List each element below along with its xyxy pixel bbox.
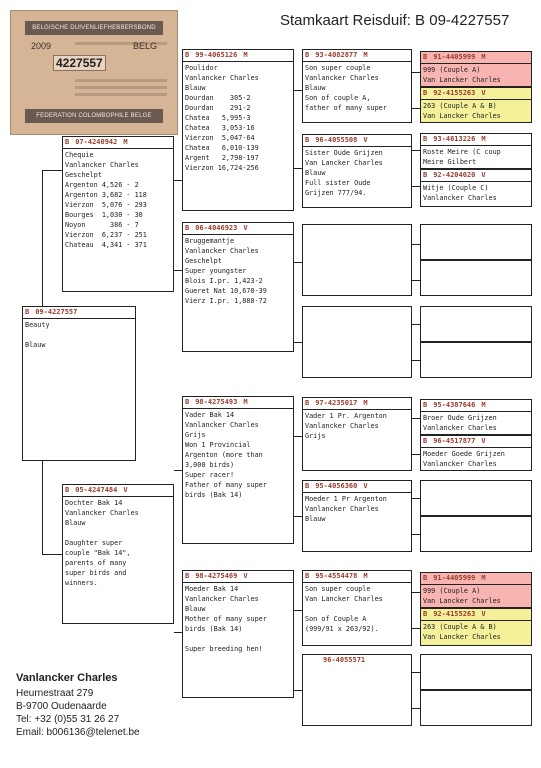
pedigree-line: Geschelpt [185,257,222,265]
pedigree-line: Vierzon 5,076 - 293 [65,201,147,209]
pedigree-line: birds (Bak 14) [185,625,243,633]
pedigree-line: Roste Meire (C coup [423,148,501,156]
pedigree-line: Vader Bak 14 [185,411,235,419]
pedigree-line: Son super couple [305,64,371,72]
pedigree-line [65,528,171,538]
pedigree-line: Van Lancker Charles [423,76,501,84]
pedigree-line: Vanlancker Charles [305,422,379,430]
pedigree-box-g16 [420,690,532,726]
pedigree-line: Moeder Bak 14 [185,585,239,593]
pedigree-line: Chatea 5,995-3 [185,114,251,122]
pedigree-line: Geschelpt [65,171,102,179]
pedigree-line: Son super couple [305,585,371,593]
box-header: B 96-4055508 V [303,135,411,147]
pedigree-box-g13 [420,572,532,608]
connector-line [294,168,302,169]
box-lines [421,64,531,86]
connector-line [412,454,420,455]
ring-card-country: BELG [132,41,157,51]
pedigree-line: Chatea 6,010-139 [185,144,259,152]
connector-line [294,436,302,437]
pedigree-line: Vanlancker Charles [185,595,259,603]
page-title: Stamkaart Reisduif: B 09-4227557 [280,12,510,29]
pedigree-box-gp2 [182,222,294,352]
owner-email: Email: b006136@telenet.be [16,727,140,738]
pedigree-line: Grijs [185,431,206,439]
box-lines [421,146,531,168]
pedigree-line: Vierzon 5,047-64 [185,134,255,142]
connector-line [294,516,302,517]
pedigree-box-g6 [420,260,532,296]
pedigree-line: Gueret Nat 10,670-39 [185,287,267,295]
connector-line [42,461,43,554]
box-lines [421,448,531,470]
box-lines [63,497,173,589]
pedigree-box-g1 [420,51,532,87]
connector-line [412,186,420,187]
box-lines [303,62,411,114]
pedigree-line: Broer Oude Grijzen [423,414,497,422]
pedigree-line: Daughter super [65,539,123,547]
pedigree-line: Chatea 3,053-16 [185,124,255,132]
box-header: B 95-4387646 M [421,400,531,412]
box-header: B 95-4056360 V [303,481,411,493]
owner-phone: Tel: +32 (0)55 31 26 27 [16,714,120,725]
connector-line [412,324,420,325]
box-lines [303,583,411,635]
connector-line [412,708,420,709]
pedigree-box-subject [22,306,136,461]
pedigree-line: Vanlancker Charles [305,505,379,513]
pedigree-line: Vanlancker Charles [423,460,497,468]
box-header: B 07-4240942 M [63,137,173,149]
pedigree-line: Argenton (more than [185,451,263,459]
connector-line [412,280,420,281]
pedigree-line: Poulidor [185,64,218,72]
pedigree-box-ggp4 [302,306,412,378]
connector-line [294,262,302,263]
pedigree-box-g5 [420,224,532,260]
box-header: B 91-4405999 M [421,52,531,64]
pedigree-line: Grijzen 777/94. [305,189,367,197]
connector-line [412,498,420,499]
box-lines [421,182,531,204]
pedigree-line: Beauty [25,321,50,329]
pedigree-line: Mother of many super [185,615,267,623]
box-header: B 98-4275493 M [183,397,293,409]
box-lines [183,235,293,307]
pedigree-line: Argent 2,798-197 [185,154,259,162]
pedigree-line: couple "Bak 14", [65,549,131,557]
owner-city: B-9700 Oudenaarde [16,701,107,712]
pedigree-box-ggp5 [302,397,412,471]
pedigree-box-ggp3 [302,224,412,296]
pedigree-box-g2 [420,87,532,123]
pedigree-line: Vanlancker Charles [65,161,139,169]
pedigree-line: Father of many super [185,481,267,489]
box-lines [421,585,531,607]
connector-line [412,628,420,629]
pedigree-line: 999 (Couple A) [423,66,481,74]
pedigree-line: Noyon 386 - 7 [65,221,139,229]
ring-card-number: 4227557 [53,55,106,71]
box-lines [421,621,531,643]
owner-name: Vanlancker Charles [16,672,118,684]
pedigree-line: Grijs [305,432,326,440]
pedigree-line: Van Lancker Charles [423,597,501,605]
connector-line [294,690,302,691]
pedigree-box-p2 [62,484,174,624]
box-lines [183,62,293,174]
pedigree-box-g15 [420,654,532,690]
pedigree-line: Vanlancker Charles [423,194,497,202]
pedigree-line: 3,000 birds) [185,461,235,469]
pedigree-line: Blauw [305,515,326,523]
pedigree-line: Witje (Couple C) [423,184,489,192]
box-lines [303,410,411,442]
box-header: B 92-4155263 V [421,88,531,100]
ring-card-image [10,10,178,135]
pedigree-line: Dourdan 305-2 [185,94,251,102]
pedigree-line: Van Lancker Charles [423,112,501,120]
pedigree-line [305,604,409,614]
pedigree-line: Bourges 1,030 - 30 [65,211,143,219]
pedigree-line: Dourdan 291-2 [185,104,251,112]
connector-line [294,342,302,343]
pedigree-line: Super breeding hen! [185,645,263,653]
pedigree-box-p1 [62,136,174,292]
pedigree-box-g3 [420,133,532,169]
connector-line [412,108,420,109]
pedigree-line [25,330,133,340]
connector-line [412,672,420,673]
connector-line [412,534,420,535]
pedigree-line: Vierzon 16,724-256 [185,164,259,172]
pedigree-line [185,634,291,644]
pedigree-line: Vierz I.pr. 1,888-72 [185,297,267,305]
pedigree-line: Vanlancker Charles [185,421,259,429]
box-header: B 06-4046923 V [183,223,293,235]
pedigree-line: father of many super [305,104,387,112]
pedigree-box-g12 [420,516,532,552]
box-header: B 91-4405999 M [421,573,531,585]
box-header: 96-4055571 [323,656,366,664]
pedigree-box-g10 [420,435,532,471]
pedigree-line: Vanlancker Charles [305,74,379,82]
pedigree-box-ggp7 [302,570,412,646]
pedigree-line: Moeder Goede Grijzen [423,450,505,458]
connector-line [294,90,302,91]
box-header: B 95-4554478 M [303,571,411,583]
pedigree-line: 263 (Couple A & B) [423,102,497,110]
pedigree-line: Blauw [305,169,326,177]
pedigree-line: super birds and [65,569,127,577]
pedigree-line: Van Lancker Charles [305,159,383,167]
pedigree-line: Blauw [185,605,206,613]
ring-card-band-bottom: FEDERATION COLOMBOPHILE BELGE [25,109,163,123]
pedigree-line: Sister Oude Grijzen [305,149,383,157]
box-header: B 98-4275469 V [183,571,293,583]
pedigree-box-ggp1 [302,49,412,123]
pedigree-box-g4 [420,169,532,207]
connector-line [42,170,64,171]
pedigree-line: Vanlancker Charles [185,74,259,82]
connector-line [42,554,64,555]
pedigree-line: Moeder 1 Pr Argenton [305,495,387,503]
pedigree-box-g8 [420,342,532,378]
pedigree-line: parents of many [65,559,127,567]
ring-card-band-top: BELGISCHE DUIVENLIEFHEBBERSBOND [25,21,163,35]
box-lines [63,149,173,251]
connector-line [412,244,420,245]
pedigree-line: Won 1 Provincial [185,441,251,449]
pedigree-line: Super racer! [185,471,235,479]
owner-street: Heurnestraat 279 [16,688,94,699]
pedigree-line: Argenton 3,682 - 118 [65,191,147,199]
pedigree-box-ggp6 [302,480,412,552]
box-lines [23,319,135,351]
pedigree-line: 999 (Couple A) [423,587,481,595]
pedigree-line: Vierzon 6,237 - 251 [65,231,147,239]
pedigree-line: Blauw [305,84,326,92]
pedigree-line: Van Lancker Charles [305,595,383,603]
pedigree-box-gp1 [182,49,294,211]
pedigree-line: Van Lancker Charles [423,633,501,641]
pedigree-line: Dochter Bak 14 [65,499,123,507]
box-header: B 96-4517877 V [421,436,531,448]
box-header: B 09-4227557 [23,307,135,319]
pedigree-line: Full sister Oude [305,179,371,187]
connector-line [412,150,420,151]
pedigree-line: (999/91 x 263/92). [305,625,379,633]
pedigree-box-g11 [420,480,532,516]
connector-line [294,610,302,611]
connector-line [412,72,420,73]
pedigree-line: Argenton 4,526 - 2 [65,181,139,189]
pedigree-line: Super youngster [185,267,247,275]
box-header: B 05-4247484 V [63,485,173,497]
pedigree-line: Blauw [25,341,46,349]
box-header: B 97-4235017 M [303,398,411,410]
box-header: B 93-4613226 M [421,134,531,146]
pedigree-line: Chateau 4,341 - 371 [65,241,147,249]
box-header: B 92-4155263 V [421,609,531,621]
pedigree-line: Blauw [65,519,86,527]
pedigree-line: Vanlancker Charles [185,247,259,255]
box-lines [183,583,293,655]
pedigree-box-g7 [420,306,532,342]
pedigree-box-gp3 [182,396,294,544]
pedigree-box-ggp8 [302,654,412,726]
connector-line [412,418,420,419]
owner-contact-block [16,672,140,739]
pedigree-box-ggp2 [302,134,412,208]
pedigree-line: Blauw [185,84,206,92]
box-lines [183,409,293,501]
ring-card-meta [31,41,157,51]
pedigree-box-g14 [420,608,532,646]
pedigree-line: Son of couple A, [305,94,371,102]
box-lines [303,493,411,525]
pedigree-line: Vanlancker Charles [423,424,497,432]
pedigree-line: Son of Couple A [305,615,367,623]
connector-line [42,170,43,306]
pedigree-line: Bruggemantje [185,237,235,245]
box-header: B 92-4204020 V [421,170,531,182]
box-header: B 93-4082877 M [303,50,411,62]
ring-card-year: 2009 [31,41,52,51]
box-lines [303,147,411,199]
pedigree-line: Blois I.pr. 1,423-2 [185,277,263,285]
pedigree-line: Meire Gilbert [423,158,477,166]
pedigree-line: 263 (Couple A & B) [423,623,497,631]
pedigree-line: Vanlancker Charles [65,509,139,517]
pedigree-line: birds (Bak 14) [185,491,243,499]
box-lines [421,100,531,122]
pedigree-line: Chequie [65,151,94,159]
box-lines [421,412,531,434]
connector-line [412,592,420,593]
connector-line [412,360,420,361]
pedigree-line: Vader 1 Pr. Argenton [305,412,387,420]
pedigree-box-gp4 [182,570,294,698]
pedigree-line: winners. [65,579,98,587]
pedigree-box-g9 [420,399,532,435]
box-header: B 99-4065126 M [183,50,293,62]
